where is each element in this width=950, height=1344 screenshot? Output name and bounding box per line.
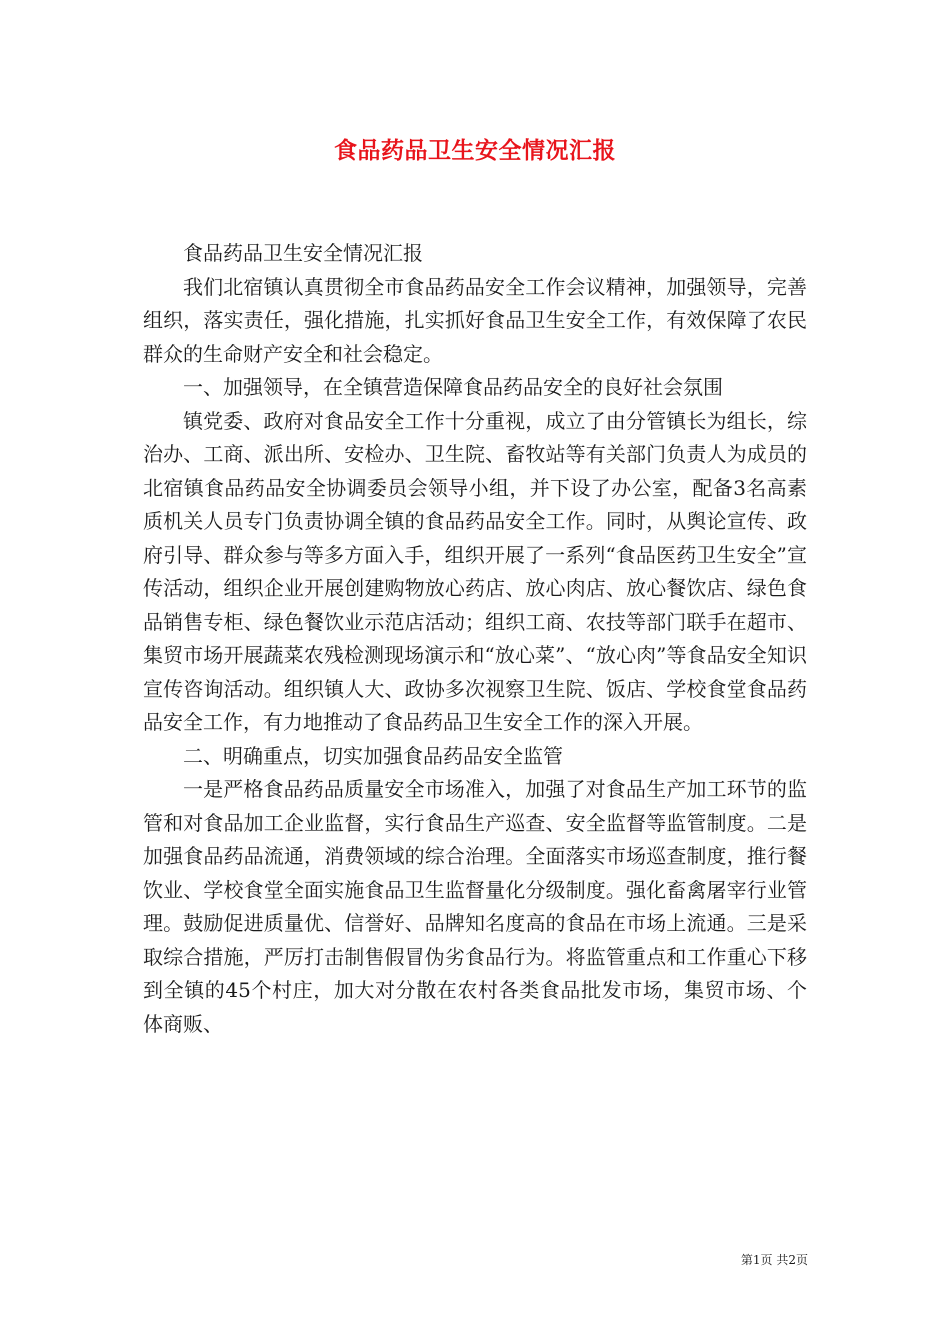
body-paragraph-intro: 我们北宿镇认真贯彻全市食品药品安全工作会议精神，加强领导，完善组织，落实责任，强化措施，扎实抓好食品卫生安全工作，有效保障了农民群众的生命财产安全和社会稳定。 — [143, 274, 807, 366]
body-paragraph-section-1: 镇党委、政府对食品安全工作十分重视，成立了由分管镇长为组长，综治办、工商、派出所、安检办、卫生院、畜牧站等有关部门负责人为成员的北宿镇食品药品安全协调委员会领导小组，并下设了办公室，配备3名高素质机关人员专门负责协调全镇的食品药品安全工作。同时，从舆论宣传、政府引导、群众参与等多方面入手，组织开展了一系列“食品医药卫生安全”宣传活动，组织企业开展创建购物放心药店、放心肉店、放心餐饮店、绿色食品销售专柜、绿色餐饮业示范店活动；组织工商、农技等部门联手在超市、集贸市场开展蔬菜农残检测现场演示和“放心菜”、“放心肉”等食品安全知识宣传咨询活动。组织镇人大、政协多次视察卫生院、饭店、学校食堂食品药品安全工作，有力地推动了食品药品卫生安全工作的深入开展。 — [143, 408, 807, 734]
document-body — [143, 237, 807, 1041]
page-number-footer: 第1页 共2页 — [740, 1253, 808, 1267]
body-paragraph-heading: 食品药品卫生安全情况汇报 — [183, 241, 423, 265]
body-paragraph-section-2: 一是严格食品药品质量安全市场准入，加强了对食品生产加工环节的监管和对食品加工企业监督，实行食品生产巡查、安全监督等监管制度。二是加强食品药品流通，消费领域的综合治理。全面落实市场巡查制度，推行餐饮业、学校食堂全面实施食品卫生监督量化分级制度。强化畜禽屠宰行业管理。鼓励促进质量优、信誉好、品牌知名度高的食品在市场上流通。三是采取综合措施，严厉打击制售假冒伪劣食品行为。将监管重点和工作重心下移到全镇的45个村庄，加大对分散在农村各类食品批发市场，集贸市场、个体商贩、 — [143, 777, 807, 1036]
document-title: 食品药品卫生安全情况汇报 — [334, 137, 616, 164]
section-heading-1: 一、加强领导，在全镇营造保障食品药品安全的良好社会氛围 — [183, 375, 723, 399]
section-heading-2: 二、明确重点，切实加强食品药品安全监管 — [183, 743, 563, 768]
